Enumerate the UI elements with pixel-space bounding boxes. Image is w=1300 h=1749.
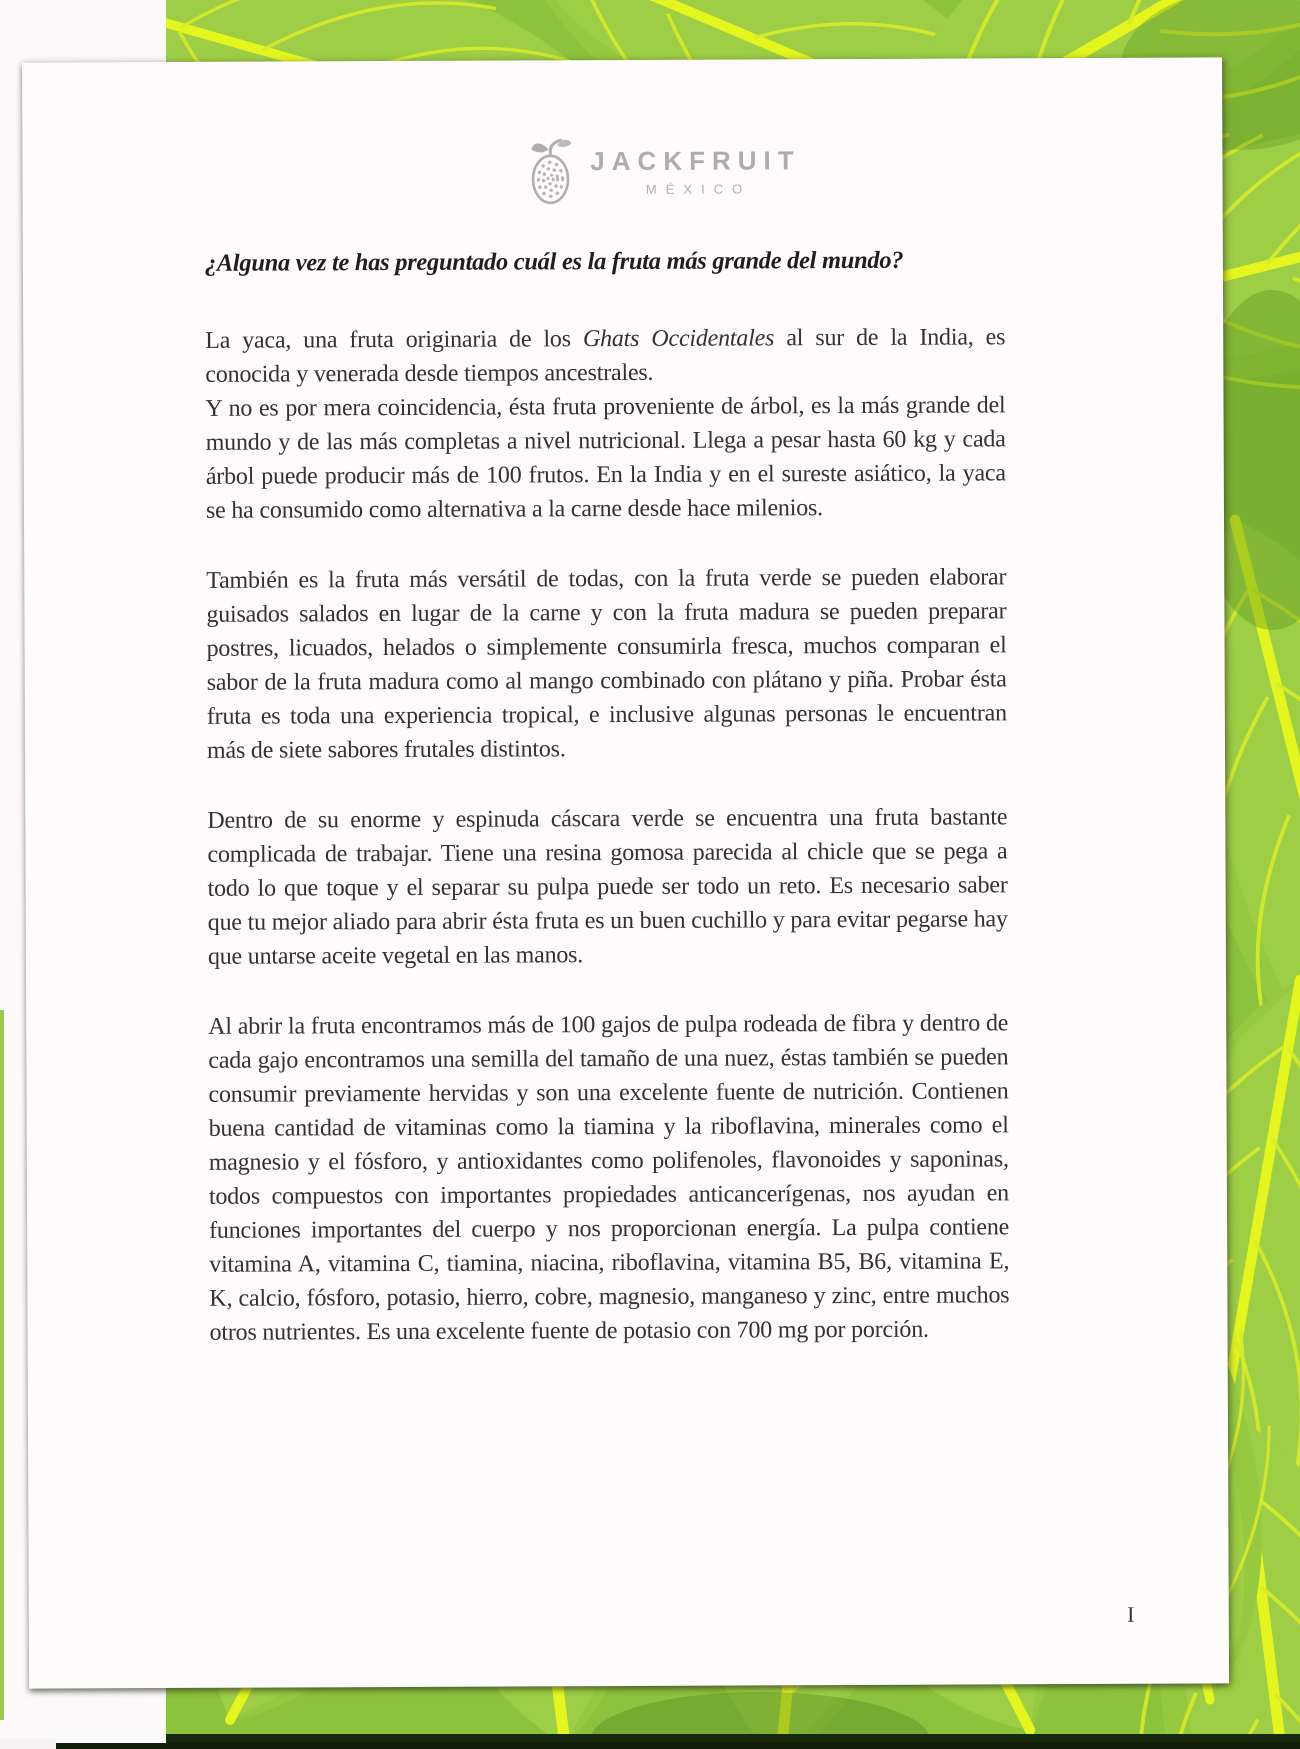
document-page [22,57,1229,1688]
logo-brand-text: JACKFRUIT [590,144,801,176]
paragraph-intro [205,320,1006,527]
intro-lead-pre: La yaca, una fruta originaria de los [205,326,583,354]
page-number: I [1127,1601,1135,1627]
left-edge-sliver [0,1010,4,1720]
underlying-sheet-corner [0,1738,56,1749]
logo-wordmark [590,145,801,197]
logo-region-text: MÉXICO [645,180,752,197]
jackfruit-fruit-icon [528,136,574,206]
paragraph-opening-fruit: Dentro de su enorme y espinuda cáscara verde se encuentra una fruta bastante complicada de trabajar. Tiene una resina gomosa parecida al chicle que se pega a todo lo que toque y el separar su pulpa puede ser todo un reto. Es necesario saber que tu mejor aliado para abrir ésta fruta es un buen cuchillo y para evitar pegarse hay que untarse aceite vegetal en las manos. [207,804,1008,970]
body-text-column [205,244,1010,1349]
intro-lead-post: al sur de la India, es conocida y venerada desde tiempos ancestrales. [205,324,1006,388]
intro-lead-line [205,320,1005,391]
logo [64,133,1264,208]
intro-continuation: Y no es por mera coincidencia, ésta fruta proveniente de árbol, es la más grande del mundo y de las más completas a nivel nutricional. Llega a pesar hasta 60 kg y cada árbol puede producir más de 100 frutos. En la India y en el sureste asiático, la yaca se ha consumido como alternativa a la carne desde hace milenios. [205,392,1006,524]
intro-lead-italic: Ghats Occidentales [582,325,775,353]
paragraph-versatility: También es la fruta más versátil de todas, con la fruta verde se pueden elaborar guisados salados en lugar de la carne y con la fruta madura se pueden preparar postres, licuados, helados o simplemente consumirla fresca, muchos comparan el sabor de la fruta madura como al mango combinado con plátano y piña. Probar ésta fruta es toda una experiencia tropical, e inclusive algunas personas le encuentran más de siete sabores frutales distintos. [206,564,1007,764]
paragraph-nutrition: Al abrir la fruta encontramos más de 100 gajos de pulpa rodeada de fibra y dentro de cada gajo encontramos una semilla del tamaño de una nuez, éstas también se pueden consumir previamente hervidas y son una excelente fuente de nutrición. Contienen buena cantidad de vitaminas como la tiamina y la riboflavina, minerales como el magnesio y el fósforo, y antioxidantes como polifenoles, flavonoides y saponinas, todos compuestos con importantes propiedades anticancerígenas, nos ayudan en funciones importantes del cuerpo y nos proporcionan energía. La pulpa contiene vitamina A, vitamina C, tiamina, niacina, riboflavina, vitamina B5, B6, vitamina E, K, calcio, fósforo, potasio, hierro, cobre, magnesio, manganeso y zinc, entre muchos otros nutrientes. Es una excelente fuente de potasio con 700 mg por porción. [208,1010,1010,1346]
page-title: ¿Alguna vez te has preguntado cuál es la fruta más grande del mundo? [204,246,904,277]
